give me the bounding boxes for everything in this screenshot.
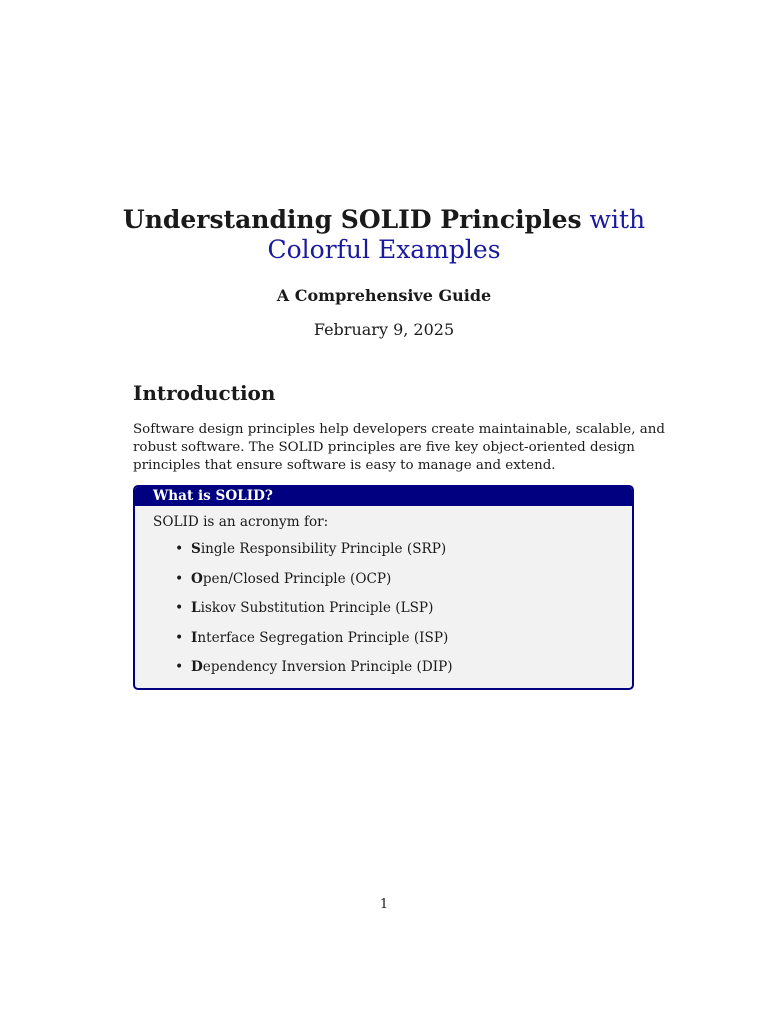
principle-rest: ependency Inversion Principle (DIP) (202, 659, 453, 676)
list-item (175, 540, 453, 570)
bullet-icon: • (175, 541, 184, 557)
page-number: 1 (379, 897, 389, 912)
principle-rest: nterface Segregation Principle (ISP) (197, 629, 449, 646)
document-subtitle: A Comprehensive Guide (276, 286, 492, 305)
document-date: February 9, 2025 (313, 320, 455, 339)
list-item (175, 629, 453, 659)
title-second-line (0, 234, 768, 266)
principle-initial: O (191, 570, 203, 587)
principle-rest: iskov Substitution Principle (LSP) (200, 600, 434, 617)
bullet-icon: • (175, 629, 184, 646)
list-item (175, 570, 453, 600)
list-item (175, 658, 453, 688)
introduction-paragraph (133, 421, 665, 475)
box-lead-text: SOLID is an acronym for: (153, 514, 329, 530)
principle-initial: D (191, 659, 203, 676)
list-item (175, 599, 453, 629)
title-colored-line: Colorful Examples (267, 235, 501, 264)
title-bold-part: Understanding SOLID Principles (122, 205, 582, 234)
section-heading-introduction: Introduction (133, 381, 276, 405)
principle-rest: pen/Closed Principle (OCP) (202, 570, 392, 587)
principle-initial: L (191, 600, 201, 617)
paragraph-line: Software design principles help developers create maintainable, scalable, and (133, 422, 665, 437)
principle-rest: ingle Responsibility Principle (SRP) (200, 541, 447, 557)
paragraph-line: principles that ensure software is easy to manage and extend. (133, 458, 556, 473)
principle-initial: S (191, 541, 201, 557)
bullet-icon: • (175, 570, 184, 587)
solid-principles-list (175, 540, 453, 688)
bullet-icon: • (175, 659, 184, 676)
bullet-icon: • (175, 600, 184, 617)
solid-info-box (133, 485, 634, 690)
paragraph-line: robust software. The SOLID principles are five key object-oriented design (133, 440, 635, 455)
document-title (0, 204, 768, 236)
principle-initial: I (191, 629, 198, 646)
box-title: What is SOLID? (135, 487, 632, 506)
title-colored-part: with (589, 205, 646, 234)
